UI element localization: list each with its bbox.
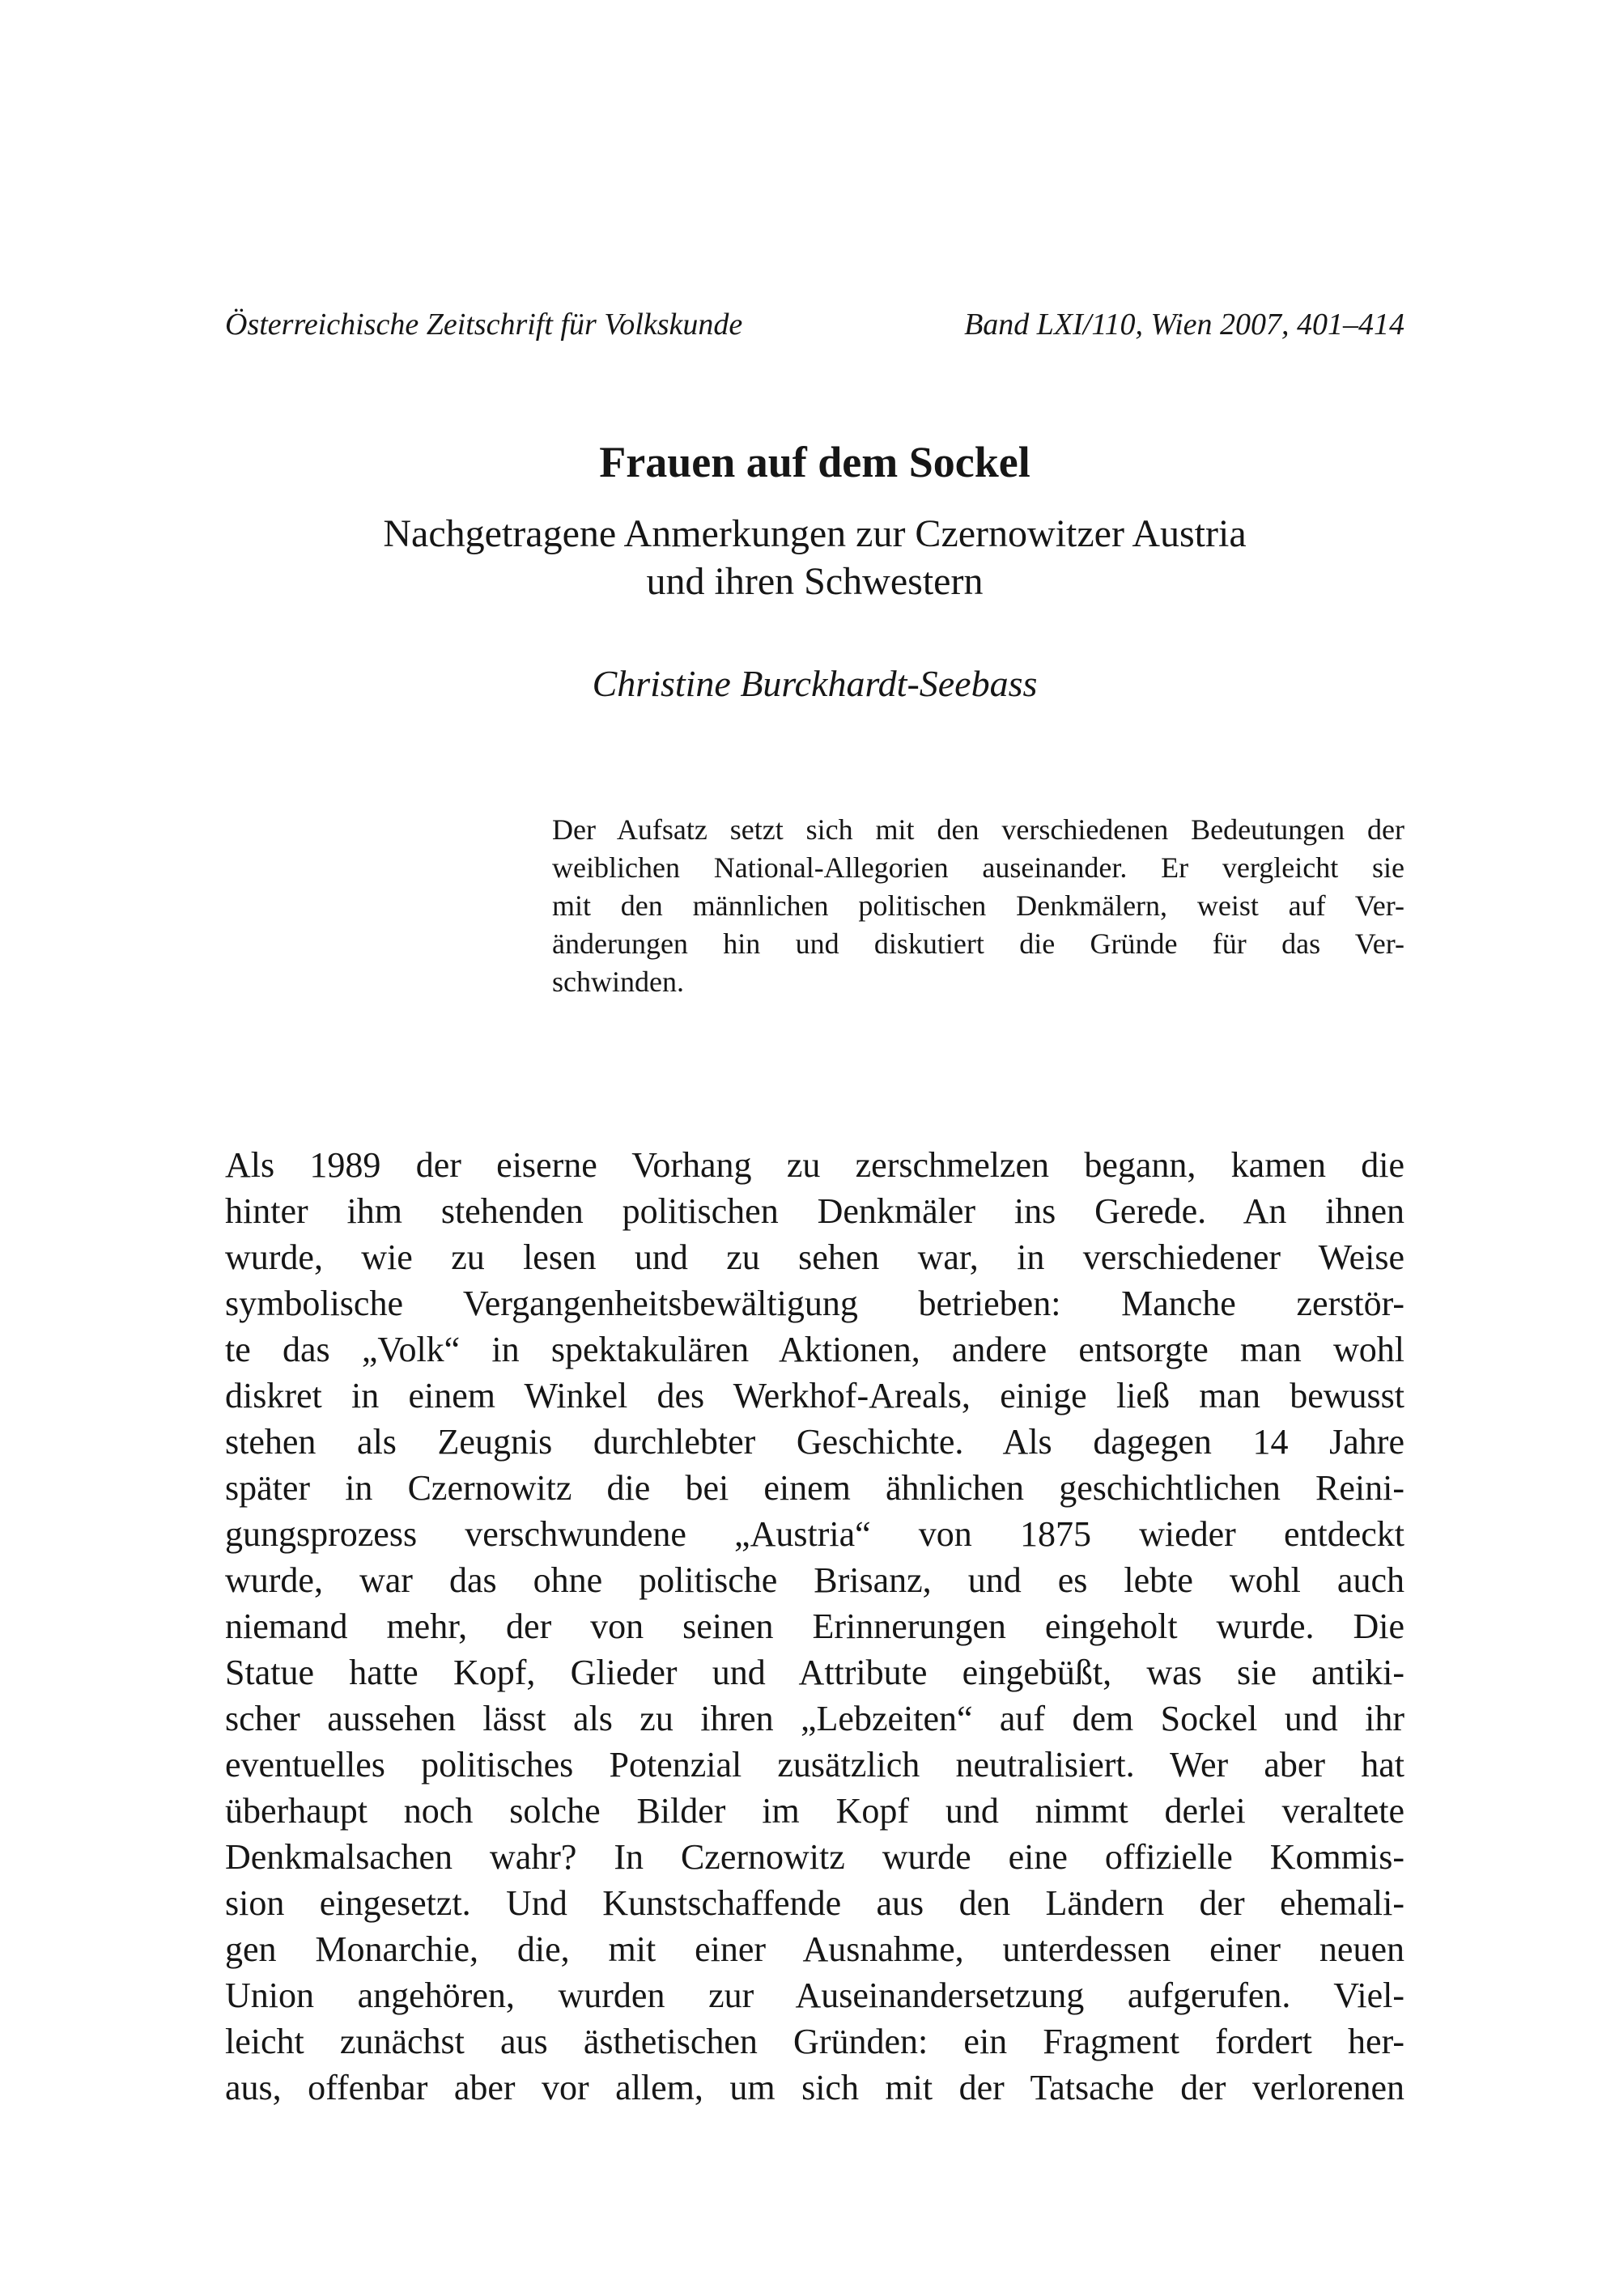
article-title: Frauen auf dem Sockel	[599, 438, 1030, 486]
body-line: gen Monarchie, die, mit einer Ausnahme, unterdessen einer neuen	[225, 1929, 1404, 1969]
journal-header	[225, 306, 1404, 343]
article-subtitle	[225, 510, 1404, 605]
body-line: scher aussehen lässt als zu ihren „Lebzeiten“ auf dem Sockel und ihr	[225, 1699, 1404, 1738]
body-line: stehen als Zeugnis durchlebter Geschichte. Als dagegen 14 Jahre	[225, 1422, 1404, 1462]
body-line: aus, offenbar aber vor allem, um sich mit der Tatsache der verlorenen	[225, 2068, 1404, 2107]
body-line: gungsprozess verschwundene „Austria“ von 1875 wieder entdeckt	[225, 1514, 1404, 1554]
abstract-block	[552, 811, 1404, 1001]
body-line: diskret in einem Winkel des Werkhof-Areals, einige ließ man bewusst	[225, 1376, 1404, 1415]
abstract-line: schwinden.	[552, 966, 684, 998]
journal-name: Österreichische Zeitschrift für Volkskunde	[225, 308, 743, 342]
body-text	[225, 1142, 1404, 2111]
abstract-line: mit den männlichen politischen Denkmälern, weist auf Ver-	[552, 889, 1404, 922]
body-line: Union angehören, wurden zur Auseinandersetzung aufgerufen. Viel-	[225, 1976, 1404, 2015]
body-line: sion eingesetzt. Und Kunstschaffende aus den Ländern der ehemali-	[225, 1883, 1404, 1923]
body-line: später in Czernowitz die bei einem ähnlichen geschichtlichen Reini-	[225, 1468, 1404, 1508]
body-line: eventuelles politisches Potenzial zusätzlich neutralisiert. Wer aber hat	[225, 1745, 1404, 1785]
body-line: Denkmalsachen wahr? In Czernowitz wurde eine offizielle Kommis-	[225, 1837, 1404, 1877]
body-line: Statue hatte Kopf, Glieder und Attribute eingebüßt, was sie antiki-	[225, 1653, 1404, 1692]
body-line: niemand mehr, der von seinen Erinnerungen eingeholt wurde. Die	[225, 1606, 1404, 1646]
subtitle-line-2: und ihren Schwestern	[646, 560, 984, 603]
body-line: überhaupt noch solche Bilder im Kopf und nimmt derlei veraltete	[225, 1791, 1404, 1831]
body-line: leicht zunächst aus ästhetischen Gründen: ein Fragment fordert her-	[225, 2022, 1404, 2061]
subtitle-line-1: Nachgetragene Anmerkungen zur Czernowitzer Austria	[383, 512, 1247, 555]
abstract-line: Der Aufsatz setzt sich mit den verschiedenen Bedeutungen der	[552, 813, 1404, 846]
body-line: wurde, war das ohne politische Brisanz, und es lebte wohl auch	[225, 1560, 1404, 1600]
author-name: Christine Burckhardt-Seebass	[592, 663, 1038, 704]
abstract-line: änderungen hin und diskutiert die Gründe für das Ver-	[552, 927, 1404, 960]
body-line: hinter ihm stehenden politischen Denkmäler ins Gerede. An ihnen	[225, 1191, 1404, 1231]
abstract-line: weiblichen National-Allegorien auseinander. Er vergleicht sie	[552, 851, 1404, 884]
body-line: symbolische Vergangenheitsbewältigung betrieben: Manche zerstör-	[225, 1284, 1404, 1323]
body-line: te das „Volk“ in spektakulären Aktionen, andere entsorgte man wohl	[225, 1330, 1404, 1369]
body-line: Als 1989 der eiserne Vorhang zu zerschmelzen begann, kamen die	[225, 1145, 1404, 1185]
journal-issue: Band LXI/110, Wien 2007, 401–414	[964, 308, 1404, 342]
body-line: wurde, wie zu lesen und zu sehen war, in verschiedener Weise	[225, 1237, 1404, 1277]
